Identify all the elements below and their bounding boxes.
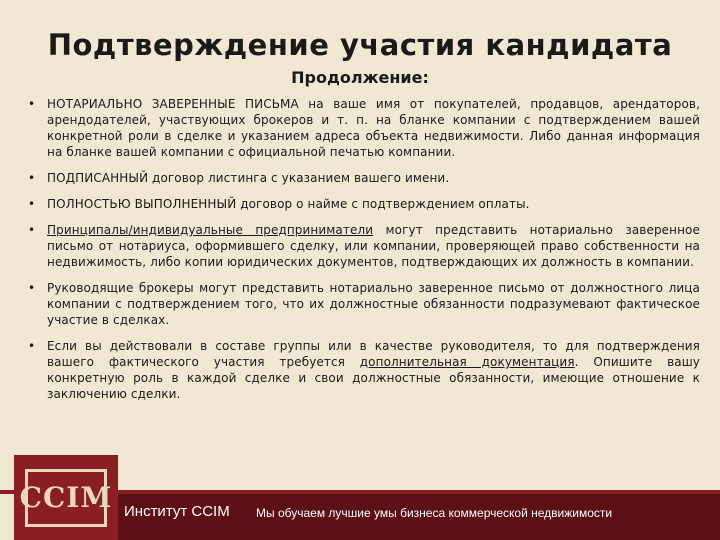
bullet-text: НОТАРИАЛЬНО ЗАВЕРЕННЫЕ ПИСЬМА на ваше имя от покупателей, продавцов, арендаторов, арендодателей, участвующих брокеров и т. п. на бланке компании с подтверждением вашей конкретной роли в сделке и указанием адреса объекта недвижимости. Либо данная информация на бланке вашей компании с официальной печатью компании. xyxy=(47,97,700,159)
bullet-icon: • xyxy=(28,281,36,295)
bullet-icon: • xyxy=(28,223,36,237)
bullet-icon: • xyxy=(28,171,36,185)
underlined-term: дополнительная документация xyxy=(359,355,575,369)
bullet-item-managing-brokers xyxy=(28,280,700,328)
bullet-text: Руководящие брокеры могут представить нотариально заверенное письмо от должностного лица компании с подтверждением того, что их должностные обязанности подразумевают фактическое участие в сделках. xyxy=(47,281,700,327)
ccim-logo xyxy=(14,455,118,540)
bullet-text-before: Если вы действовали в составе группы или в качестве руководителя, то для подтверждения вашего фактического участия требуется xyxy=(47,339,700,369)
bullet-item-employment-contract xyxy=(28,196,700,212)
bullet-text: ПОЛНОСТЬЮ ВЫПОЛНЕННЫЙ договор о найме с подтверждением оплаты. xyxy=(47,197,530,211)
underlined-term: Принципалы/индивидуальные предприниматели xyxy=(47,223,374,237)
slide-title: Подтверждение участия кандидата xyxy=(47,28,673,62)
footer-slogan: Мы обучаем лучшие умы бизнеса коммерческой недвижимости xyxy=(256,506,613,520)
bullet-text-rest: могут представить нотариально заверенное письмо от нотариуса, оформившего сделку, или компании, проверяющей право собственности на недвижимость, либо копии юридических документов, подтверждающих их должность в компании. xyxy=(47,223,700,269)
logo-text: CCIM xyxy=(19,481,113,514)
bullet-text xyxy=(47,338,700,402)
bullet-item-listing-agreement xyxy=(28,170,700,186)
bullet-icon: • xyxy=(28,339,36,353)
bullet-icon: • xyxy=(28,97,36,111)
bullet-item-group-participation xyxy=(28,338,700,402)
logo-frame xyxy=(19,469,113,527)
bullet-text: ПОДПИСАННЫЙ договор листинга с указанием вашего имени. xyxy=(47,171,450,185)
bullet-text-after: . Опишите вашу конкретную роль в каждой сделке и свои должностные обязанности, имеющие отношение к заключению сделки. xyxy=(47,355,700,401)
slide-subtitle: Продолжение: xyxy=(291,68,429,87)
bullet-item-principals xyxy=(28,222,700,270)
bullet-icon: • xyxy=(28,197,36,211)
bullet-list xyxy=(28,96,700,412)
footer-institute-name: Институт CCIM xyxy=(124,503,230,520)
bullet-text xyxy=(47,222,700,270)
bullet-item-notarized-letters xyxy=(28,96,700,160)
